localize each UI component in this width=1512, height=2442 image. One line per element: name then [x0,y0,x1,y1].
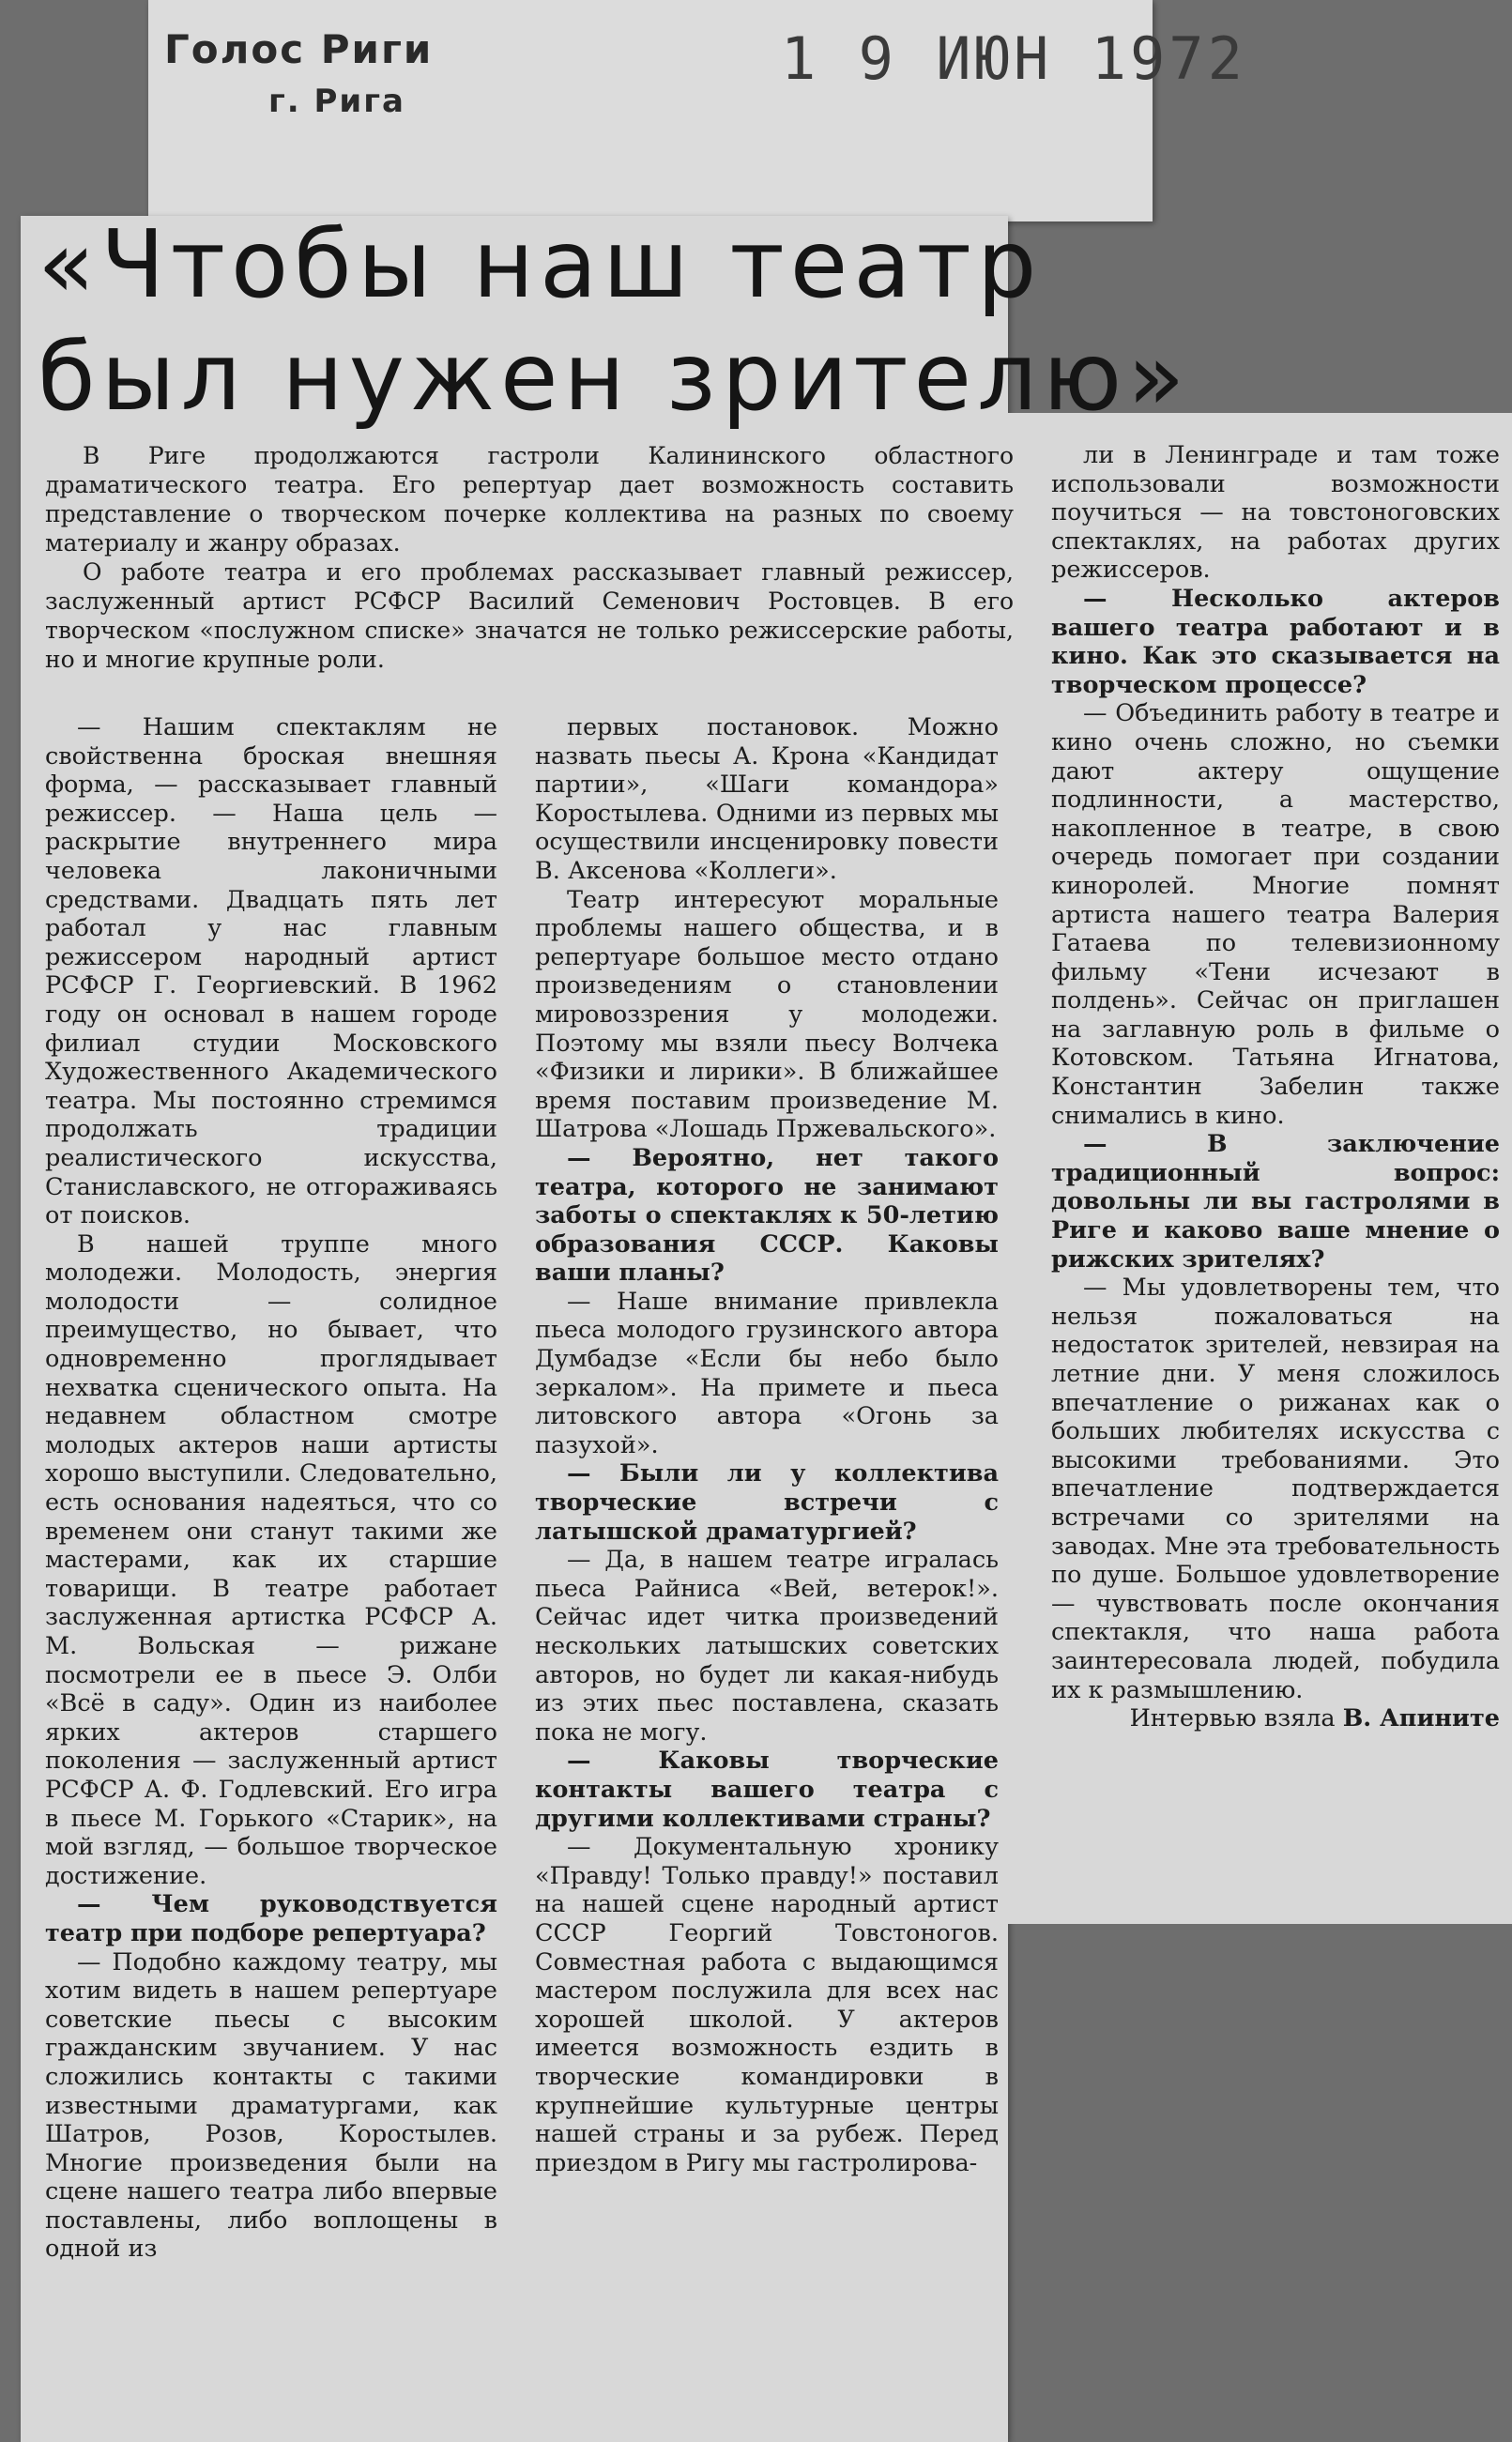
article-column-1 [45,713,497,2264]
byline [1051,1704,1500,1733]
paragraph: Театр интересуют моральные проблемы нашего общества, и в репертуаре большое место отдано произведениям о становлении мировоззрения у молодежи. Поэтому мы взяли пьесу Волчека «Физики и лирики». В ближайшее время поставим произведение М. Шатрова «Лошадь Пржевальского». [535,885,999,1144]
interview-question: — Каковы творческие контакты вашего театра с другими коллективами страны? [535,1747,999,1833]
lead-paragraph: В Риге продолжаются гастроли Калининского областного драматического театра. Его репертуар дает возможность составить представление о творческом почерке коллектива на разных по своему материалу и жанру образах. [45,442,1014,557]
paragraph: — Объединить работу в театре и кино очень сложно, но съемки дают актеру ощущение подлинности, а мастерство, накопленное в театре, в свою очередь помогает при создании киноролей. Многие помнят артиста нашего театра Валерия Гатаева по телевизионному фильму «Тени исчезают в полдень». Сейчас он приглашен на заглавную роль в фильме о Котовском. Татьяна Игнатова, Константин Забелин также снимались в кино. [1051,699,1500,1130]
paragraph: — Документальную хронику «Правду! Только правду!» поставил на нашей сцене народный артист СССР Георгий Товстоногов. Совместная работа с выдающимся мастером послужила для всех нас хорошей школой. У актеров имеется возможность ездить в творческие командировки в крупнейшие культурные центры нашей страны и за рубеж. Перед приездом в Ригу мы гастролирова- [535,1833,999,2177]
paragraph: ли в Ленинграде и там тоже использовали возможности поучиться — на товстоноговских спектаклях, на работах других режиссеров. [1051,441,1500,585]
article-column-2 [535,713,999,2177]
paragraph: — Нашим спектаклям не свойственна броская внешняя форма, — рассказывает главный режиссер. — Наша цель — раскрытие внутреннего мира человека лаконичными средствами. Двадцать пять лет работал у нас главным режиссером народный артист РСФСР Г. Георгиевский. В 1962 году он основал в нашем городе филиал студии Московского Художественного Академического театра. Мы постоянно стремимся продолжать традиции реалистического искусства, Станиславского, не отгораживаясь от поисков. [45,713,497,1230]
interview-question: — В заключение традиционный вопрос: довольны ли вы гастролями в Риге и каково ваше мнение о рижских зрителях? [1051,1130,1500,1274]
newspaper-stamp-name: Голос Риги [164,26,434,72]
headline-line-1: «Чтобы наш театр [38,209,1043,319]
interview-question: — Чем руководствуется театр при подборе репертуара? [45,1890,497,1947]
paragraph: В нашей труппе много молодежи. Молодость, энергия молодости — солидное преимущество, но бывает, что одновременно проглядывает нехватка сценического опыта. На недавнем областном смотре молодых актеров наши артисты хорошо выступили. Следовательно, есть основания надеяться, что со временем они станут такими же мастерами, как их старшие товарищи. В театре работает заслуженная артистка РСФСР А. М. Вольская — рижане посмотрели ее в пьесе Э. Олби «Всё в саду». Один из наиболее ярких актеров старшего поколения — заслуженный артист РСФСР А. Ф. Годлевский. Его игра в пьесе М. Горького «Старик», на мой взгляд, — большое творческое достижение. [45,1229,497,1890]
interview-question: — Несколько актеров вашего театра работают и в кино. Как это сказывается на творческом процессе? [1051,584,1500,699]
paragraph: — Мы удовлетворены тем, что нельзя пожаловаться на недостаток зрителей, невзирая на летние дни. У меня сложилось впечатление о рижанах как о больших любителях искусства с высокими требованиями. Это впечатление подтверждается встречами со зрителями на заводах. Мне эта требовательность по душе. Большое удовлетворение — чувствовать после окончания спектакля, что наша работа заинтересовала людей, побудила их к размышлению. [1051,1274,1501,1704]
interview-question: — Вероятно, нет такого театра, которого не занимают заботы о спектаклях к 50-летию образования СССР. Каковы ваши планы? [535,1143,999,1288]
date-stamp: 1 9 ИЮН 1972 [781,24,1246,93]
paragraph: — Наше внимание привлекла пьеса молодого грузинского автора Думбадзе «Если бы небо было зеркалом». На примете и пьеса литовского автора «Огонь за пазухой». [535,1287,999,1459]
lead-paragraph: О работе театра и его проблемах рассказывает главный режиссер, заслуженный артист РСФСР Василий Семенович Ростовцев. В его творческом «послужном списке» значатся не только режиссерские работы, но и многие крупные роли. [45,558,1014,673]
interview-question: — Были ли у коллектива творческие встречи с латышской драматургией? [535,1459,999,1546]
newspaper-stamp-city: г. Рига [268,83,405,120]
byline-author: В. Апините [1342,1704,1500,1733]
headline [38,208,1502,434]
lead-paragraphs [45,441,1014,674]
article-column-3 [1051,441,1500,1733]
paragraph: — Подобно каждому театру, мы хотим видеть в нашем репертуаре советские пьесы с высоким гражданским звучанием. У нас сложились контакты с такими известными драматургами, как Шатров, Розов, Коростылев. Многие произведения были на сцене нашего театра либо впервые поставлены, либо воплощены в одной из [45,1947,497,2264]
headline-line-2: был нужен зрителю» [38,322,1191,432]
paragraph: первых постановок. Можно назвать пьесы А. Крона «Кандидат партии», «Шаги командора» Коростылева. Одними из первых мы осуществили инсценировку повести В. Аксенова «Коллеги». [535,713,999,885]
byline-prefix: Интервью взяла [1129,1704,1343,1733]
paragraph: — Да, в нашем театре игралась пьеса Райниса «Вей, ветерок!». Сейчас идет читка произведений нескольких латышских советских авторов, но будет ли какая-нибудь из этих пьес поставлена, сказать пока не могу. [535,1546,999,1747]
